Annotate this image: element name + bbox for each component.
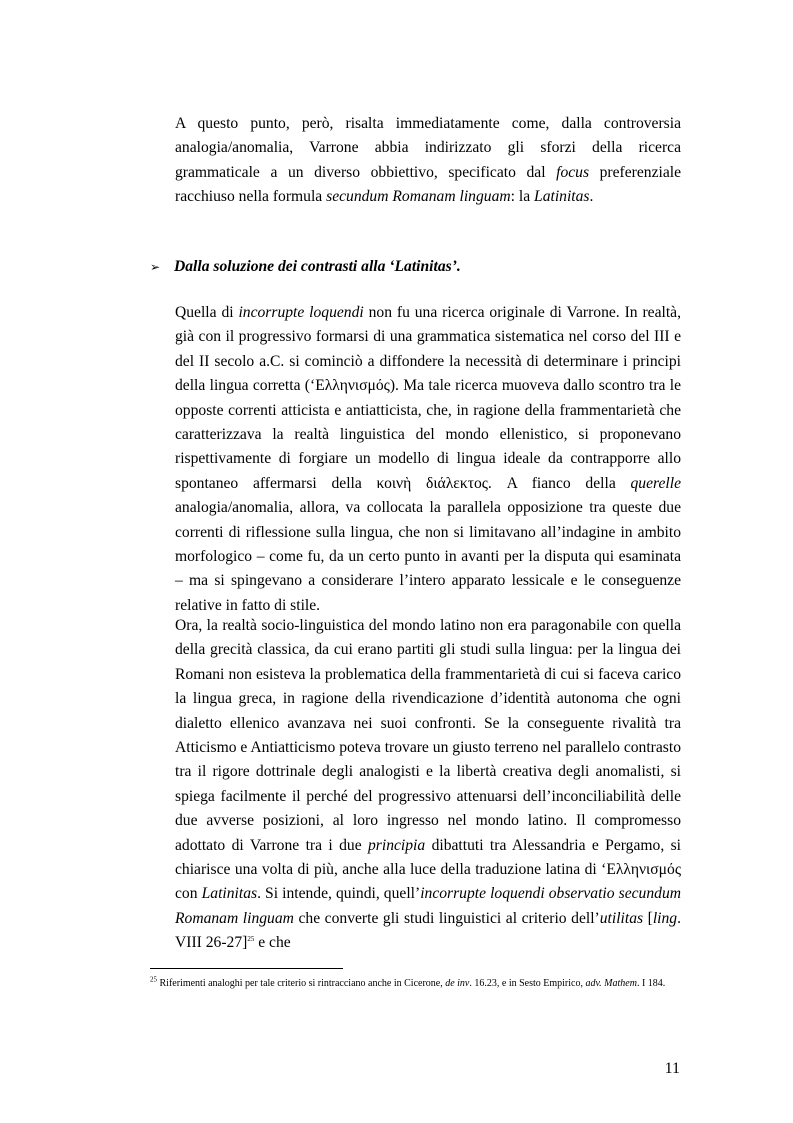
text-run: . — [589, 188, 594, 206]
page-number: 11 — [664, 1060, 680, 1077]
italic-text: Latinitas — [534, 188, 590, 206]
text-run: analogia/anomalia, allora, va collocata la parallela opposizione tra queste due correnti di riflessione sulla lingua, che non si limitavano all’indagine in ambito morfologico – come fu, da un certo punto in avanti per la disputa qui esaminata – ma si spingevano a considerare l’intero apparato lessicale e le conseguenze relative in fatto di stile. — [175, 499, 681, 614]
section-heading — [150, 256, 690, 278]
italic-text: focus — [556, 163, 590, 181]
italic-text: utilitas — [599, 909, 644, 927]
text-run: . VIII 26-27] — [175, 909, 682, 952]
text-run: e che — [254, 934, 291, 952]
italic-text: de inv — [445, 978, 470, 989]
italic-text: querelle — [630, 474, 681, 492]
text-run: . Si intende, quindi, quell’ — [257, 885, 421, 903]
paragraph-1 — [175, 112, 681, 210]
italic-text: principia — [368, 836, 426, 854]
text-run: preferenziale racchiuso nella formula — [175, 163, 681, 206]
text-run: Riferimenti analoghi per tale criterio si rintracciano anche in Cicerone, — [157, 978, 446, 989]
text-run: dibattuti tra Alessandria e Pergamo, si chiarisce una volta di più, anche alla luce della traduzione latina di ‘Ελληνισμός con — [175, 836, 681, 903]
text-run: . 16.23, e in Sesto Empirico, — [469, 978, 586, 989]
italic-text: adv. Mathem — [585, 978, 637, 989]
footnote-ref: 25 — [150, 975, 157, 984]
italic-text: incorrupte loquendi observatio secundum Romanam linguam — [175, 885, 681, 927]
text-run: . I 184. — [636, 978, 666, 989]
footnote-25 — [150, 975, 682, 992]
paragraph-3 — [175, 614, 681, 956]
text-run: Quella di — [175, 304, 239, 321]
text-run: che converte gli studi linguistici al criterio dell’ — [293, 909, 600, 927]
section-heading-text: Dalla soluzione dei contrasti alla ‘Latinitas’. — [174, 258, 461, 275]
italic-text: incorrupte loquendi — [238, 304, 364, 321]
text-run: : la — [510, 188, 535, 206]
text-run: Ora, la realtà socio-linguistica del mondo latino non era paragonabile con quella della grecità classica, da cui erano partiti gli studi sulla lingua: per la lingua dei Romani non esisteva la problematica della frammentarietà di cui si faceva carico la lingua greca, in ragione della rivendicazione d’identità autonoma che ogni dialetto ellenico avanzava nei suoi confronti. Se la conseguente rivalità tra Atticismo e Antiatticismo poteva trovare un giusto terreno nel parallelo contrasto tra il rigore dottrinale degli analogisti e la libertà creativa degli anomalisti, si spiega facilmente il perché del progressivo attenuarsi dell’inconciliabilità delle due avverse posizioni, al loro ingresso nel mondo latino. Il compromesso adottato di Varrone tra i due — [175, 617, 681, 854]
footnote-ref: 25 — [247, 935, 255, 944]
italic-text: secundum Romanam linguam — [326, 188, 511, 206]
text-run: non fu una ricerca originale di Varrone. In realtà, già con il progressivo formarsi di una grammatica sistematica nel corso del III e del II secolo a.C. si cominciò a diffondere la necessità di determinare i principi della lingua corretta (‘Ελληνισμός). Ma tale ricerca muoveva dallo scontro tra le opposte correnti atticista e antiatticista, che, in ragione della frammentarietà che caratterizzava la realtà linguistica del mondo ellenistico, si proponevano rispettivamente di forgiare un modello di lingua ideale da contrapporre allo spontaneo affermarsi della κοινὴ διάλεκτος. A fianco della — [175, 304, 681, 492]
text-run: A questo punto, però, risalta immediatamente come, dalla controversia analogia/anomalia, Varrone abbia indirizzato gli sforzi della ricerca grammaticale a un diverso obbiettivo, specificato dal — [175, 115, 681, 181]
text-run: [ — [643, 909, 653, 927]
arrow-bullet-icon: ➢ — [150, 260, 161, 274]
footnote-separator — [150, 968, 343, 969]
italic-text: ling — [652, 909, 678, 927]
italic-text: Latinitas — [201, 885, 258, 903]
paragraph-2 — [175, 301, 681, 618]
